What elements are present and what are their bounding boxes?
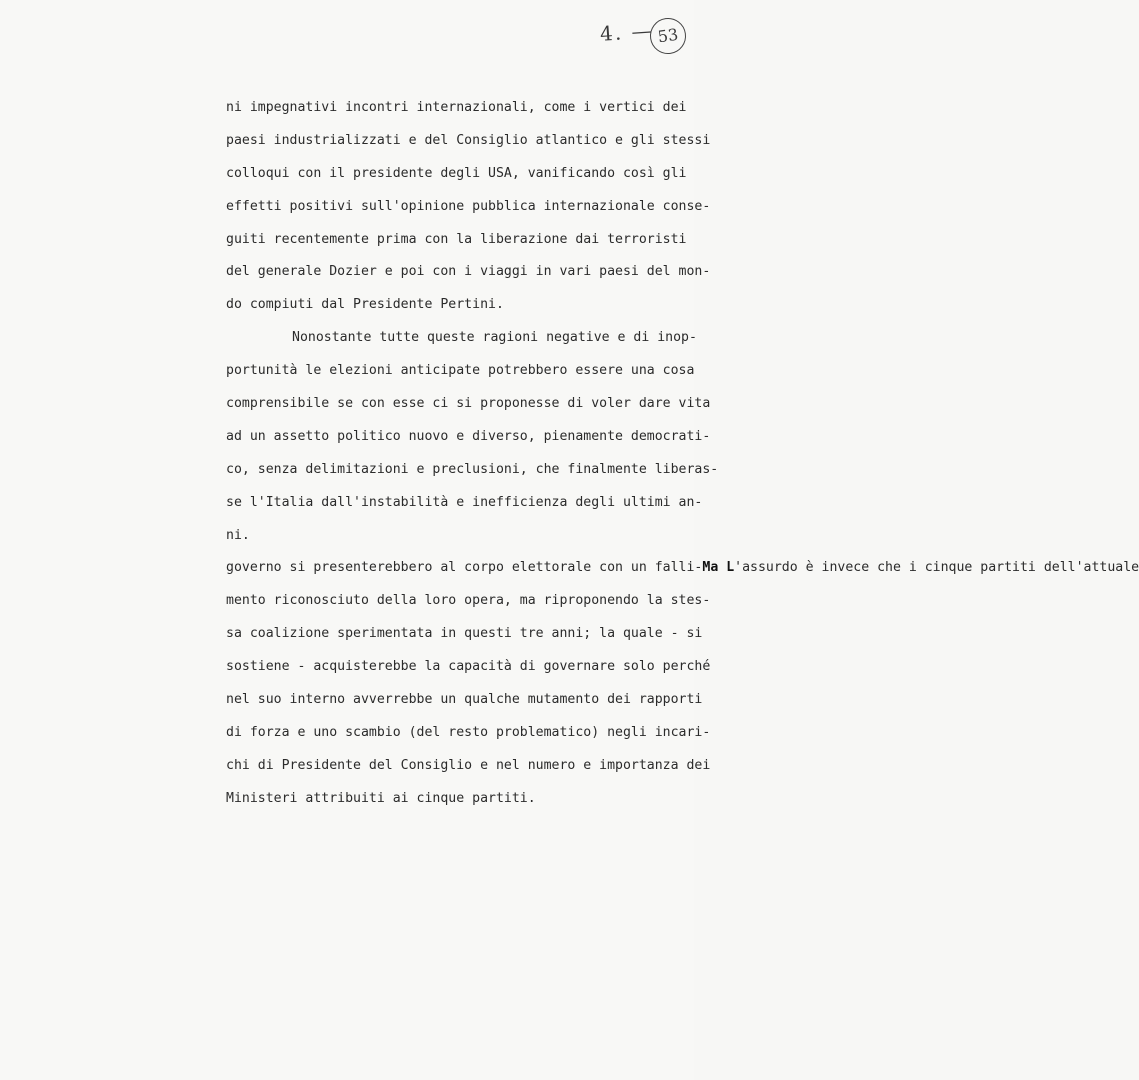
text-line-with-correction bbox=[226, 556, 1139, 589]
circled-page-number: 53 bbox=[648, 16, 689, 57]
text-line: ni. bbox=[226, 527, 258, 543]
text-line: ad un assetto politico nuovo e diverso, pienamente democrati- bbox=[226, 428, 711, 444]
text-line: paesi industrializzati e del Consiglio atlantico e gli stessi bbox=[226, 132, 711, 148]
text-line: co, senza delimitazioni e preclusioni, che finalmente liberas- bbox=[226, 461, 719, 477]
text-line: guiti recentemente prima con la liberazione dai terroristi bbox=[226, 231, 687, 247]
text-line: effetti positivi sull'opinione pubblica internazionale conse- bbox=[226, 198, 711, 214]
text-line: nel suo interno avverrebbe un qualche mutamento dei rapporti bbox=[226, 692, 703, 708]
text-line: di forza e uno scambio (del resto problematico) negli incari- bbox=[226, 724, 711, 740]
text-line: do compiuti dal Presidente Pertini. bbox=[226, 297, 504, 313]
text-line: mento riconosciuto della loro opera, ma riproponendo la stes- bbox=[226, 593, 711, 609]
text-line: Nonostante tutte queste ragioni negative e di inop- bbox=[292, 330, 697, 346]
text-line: ni impegnativi incontri internazionali, come i vertici dei bbox=[226, 100, 687, 115]
text-line: sa coalizione sperimentata in questi tre anni; la quale - si bbox=[226, 626, 703, 642]
text-line: del generale Dozier e poi con i viaggi in vari paesi del mon- bbox=[226, 264, 711, 280]
text-line: se l'Italia dall'instabilità e inefficienza degli ultimi an- bbox=[226, 494, 703, 510]
text-line bbox=[226, 820, 656, 853]
handwritten-page-number: 4. — bbox=[599, 18, 655, 46]
handwritten-correction: L bbox=[726, 560, 735, 576]
typed-text-body bbox=[226, 96, 1139, 852]
text-line: chi di Presidente del Consiglio e nel numero e importanza dei bbox=[226, 757, 711, 773]
text-line: colloqui con il presidente degli USA, vanificando così gli bbox=[226, 165, 687, 181]
text-line-start: governo si presenterebbero al corpo elettorale con un falli- bbox=[226, 560, 703, 576]
page-number-annotation bbox=[600, 18, 688, 58]
struck-out-word: Ma bbox=[702, 560, 719, 576]
text-line: Ministeri attribuiti ai cinque partiti. bbox=[226, 790, 536, 806]
text-line: sostiene - acquisterebbe la capacità di governare solo perché bbox=[226, 659, 711, 675]
text-line: comprensibile se con esse ci si proponesse di voler dare vita bbox=[226, 396, 711, 412]
text-line: portunità le elezioni anticipate potrebbero essere una cosa bbox=[226, 363, 695, 379]
text-line-rest: 'assurdo è invece che i cinque partiti dell'attuale bbox=[734, 560, 1139, 576]
